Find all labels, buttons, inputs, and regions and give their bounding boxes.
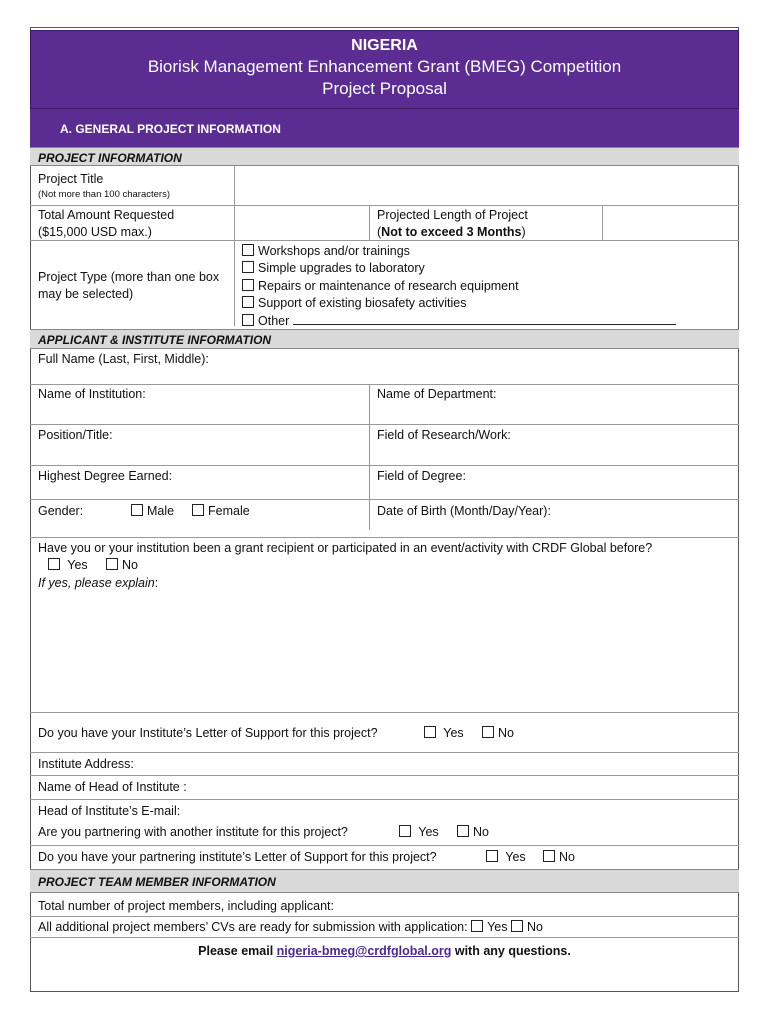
partnering-yes-option[interactable]: Yes [399, 824, 439, 840]
section-a-heading: A. GENERAL PROJECT INFORMATION [30, 109, 739, 147]
project-type-label-1: Project Type (more than one box [38, 270, 220, 284]
institution-label: Name of Institution: [38, 387, 146, 401]
other-input-line[interactable] [293, 312, 676, 325]
letter-no-option[interactable]: No [482, 725, 514, 741]
checkbox-icon[interactable] [457, 825, 469, 837]
prior-no-option[interactable]: No [106, 557, 138, 573]
applicant-institute-band: APPLICANT & INSTITUTE INFORMATION [30, 329, 739, 349]
gender-male-option[interactable]: Male [131, 503, 174, 519]
checkbox-icon[interactable] [48, 558, 60, 570]
checkbox-icon[interactable] [424, 726, 436, 738]
project-length-note: (Not to exceed 3 Months) [377, 225, 526, 239]
partner-letter-yes-option[interactable]: Yes [486, 849, 526, 865]
checkbox-icon[interactable] [471, 920, 483, 932]
project-information-band: PROJECT INFORMATION [30, 147, 739, 166]
partnering-question: Are you partnering with another institute for this project? [38, 825, 348, 839]
partner-letter-no-option[interactable]: No [543, 849, 575, 865]
type-option-support[interactable]: Support of existing biosafety activities [242, 295, 466, 311]
field-research-label: Field of Research/Work: [377, 428, 511, 442]
partner-letter-question: Do you have your partnering institute’s Letter of Support for this project? [38, 850, 437, 864]
letter-support-question: Do you have your Institute’s Letter of Support for this project? [38, 726, 378, 740]
department-label: Name of Department: [377, 387, 497, 401]
checkbox-icon[interactable] [242, 261, 254, 273]
checkbox-icon[interactable] [192, 504, 204, 516]
position-label: Position/Title: [38, 428, 113, 442]
partnering-no-option[interactable]: No [457, 824, 489, 840]
project-type-label-2: may be selected) [38, 287, 134, 301]
project-title-input[interactable] [235, 167, 738, 205]
checkbox-icon[interactable] [242, 296, 254, 308]
checkbox-icon[interactable] [486, 850, 498, 862]
dob-label: Date of Birth (Month/Day/Year): [377, 504, 551, 518]
prior-yes-option[interactable]: Yes [48, 557, 88, 573]
cvs-ready-question: All additional project members’ CVs are ready for submission with application: Yes No [38, 920, 543, 934]
head-name-label: Name of Head of Institute : [38, 780, 187, 794]
field-degree-label: Field of Degree: [377, 469, 466, 483]
checkbox-icon[interactable] [482, 726, 494, 738]
checkbox-icon[interactable] [242, 279, 254, 291]
project-length-label: Projected Length of Project [377, 208, 528, 222]
footer-contact: Please email nigeria-bmeg@crdfglobal.org with any questions. [198, 944, 571, 958]
team-member-band: PROJECT TEAM MEMBER INFORMATION [30, 869, 739, 893]
checkbox-icon[interactable] [242, 244, 254, 256]
letter-yes-option[interactable]: Yes [424, 725, 464, 741]
explain-textarea[interactable] [31, 592, 738, 710]
head-email-label: Head of Institute’s E-mail: [38, 804, 181, 818]
competition-title: Biorisk Management Enhancement Grant (BMEG) Competition [147, 57, 622, 76]
type-option-repairs[interactable]: Repairs or maintenance of research equipment [242, 278, 519, 294]
explain-label: If yes, please explain: [38, 576, 159, 590]
document-type: Project Proposal [322, 79, 447, 98]
form-header [30, 30, 739, 109]
institute-address-label: Institute Address: [38, 757, 134, 771]
prior-grant-question: Have you or your institution been a grant recipient or participated in an event/activity with CRDF Global before? [38, 541, 653, 555]
type-option-workshops[interactable]: Workshops and/or trainings [242, 243, 410, 259]
checkbox-icon[interactable] [106, 558, 118, 570]
country-title: NIGERIA [351, 37, 418, 54]
checkbox-icon[interactable] [242, 314, 254, 326]
project-length-input[interactable] [603, 206, 738, 240]
checkbox-icon[interactable] [131, 504, 143, 516]
amount-note: ($15,000 USD max.) [38, 225, 152, 239]
checkbox-icon[interactable] [543, 850, 555, 862]
type-option-upgrades[interactable]: Simple upgrades to laboratory [242, 260, 425, 276]
degree-label: Highest Degree Earned: [38, 469, 173, 483]
full-name-label: Full Name (Last, First, Middle): [38, 352, 209, 366]
project-title-label: Project Title [38, 172, 104, 186]
project-title-note: (Not more than 100 characters) [38, 189, 171, 200]
contact-email-link[interactable]: nigeria-bmeg@crdfglobal.org [276, 944, 452, 958]
checkbox-icon[interactable] [511, 920, 523, 932]
amount-input[interactable] [235, 206, 369, 240]
gender-label: Gender: [38, 504, 84, 518]
total-members-label: Total number of project members, including applicant: [38, 899, 334, 913]
amount-label: Total Amount Requested [38, 208, 175, 222]
checkbox-icon[interactable] [399, 825, 411, 837]
gender-female-option[interactable]: Female [192, 503, 250, 519]
type-option-other[interactable]: Other [242, 312, 676, 329]
